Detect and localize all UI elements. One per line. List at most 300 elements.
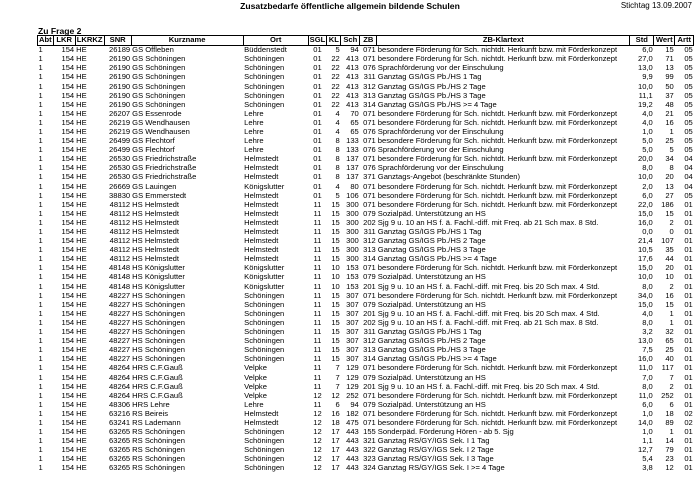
cell-lkrkz: HE <box>76 382 87 391</box>
cell-ort: Schöningen <box>244 55 285 64</box>
cell-snr: 48227 <box>109 300 131 309</box>
cell-sgl: 11 <box>313 273 322 282</box>
cell-abt: 1 <box>38 327 43 337</box>
cell-sch: 300 <box>346 246 359 255</box>
cell-snr: 63216 <box>109 409 131 418</box>
cell-lkr: 154 <box>61 227 75 237</box>
cell-ort: Schöningen <box>244 91 285 100</box>
cell-wert: 37 <box>665 91 674 100</box>
cell-wert: 34 <box>665 155 674 164</box>
table-row <box>38 119 694 128</box>
cell-sgl: 01 <box>313 100 322 109</box>
cell-wert: 8 <box>669 164 674 173</box>
cell-kl: 15 <box>331 255 340 264</box>
cell-wert: 48 <box>665 100 674 109</box>
cell-lkr: 154 <box>61 337 75 346</box>
cell-zb: 202 <box>363 318 376 327</box>
cell-zb: 071 <box>363 364 376 373</box>
cell-kl: 8 <box>335 173 340 182</box>
cell-lkr: 154 <box>61 327 75 337</box>
cell-sch: 129 <box>346 364 359 373</box>
cell-lkrkz: HE <box>76 264 87 273</box>
cell-lkr: 154 <box>61 236 75 246</box>
cell-zb-klartext: besondere Förderung für Sch. nichtdt. Herkunft bzw. mit Förderkonzept <box>377 264 618 273</box>
cell-wert: 15 <box>665 209 674 218</box>
cell-kurzname: HS Helmstedt <box>132 246 179 255</box>
cell-sch: 443 <box>346 437 359 446</box>
cell-artt: 01 <box>684 291 693 300</box>
cell-sgl: 01 <box>313 82 322 91</box>
table-row <box>38 410 694 419</box>
cell-artt: 01 <box>684 200 693 209</box>
table-row <box>38 382 694 391</box>
cell-lkr: 154 <box>61 346 75 355</box>
cell-artt: 01 <box>684 318 693 327</box>
cell-abt: 1 <box>38 127 43 136</box>
cell-kl: 4 <box>335 118 340 127</box>
cell-ort: Schöningen <box>244 337 285 346</box>
cell-ort: Helmstedt <box>244 409 279 418</box>
cell-zb-klartext: Ganztag GS/IGS Pb./HS 3 Tage <box>377 346 486 355</box>
cell-sch: 133 <box>346 146 359 155</box>
cell-zb-klartext: Ganztag GS/IGS Pb./HS >= 4 Tage <box>377 255 497 264</box>
cell-snr: 48112 <box>109 246 131 255</box>
cell-lkr: 154 <box>61 318 75 327</box>
table-row <box>38 328 694 337</box>
cell-wert: 13 <box>665 182 674 191</box>
table-row <box>38 101 694 110</box>
cell-snr: 63265 <box>109 427 131 437</box>
cell-lkrkz: HE <box>76 182 87 191</box>
table-row <box>38 146 694 155</box>
cell-lkrkz: HE <box>76 455 87 464</box>
cell-ort: Königslutter <box>244 182 285 191</box>
cell-zb-klartext: besondere Förderung für Sch. nichtdt. Herkunft bzw. mit Förderkonzept <box>377 418 618 427</box>
cell-lkr: 154 <box>61 173 75 182</box>
cell-lkr: 154 <box>61 464 75 473</box>
cell-kurzname: HS Königslutter <box>132 264 185 273</box>
column-header-kl: KL <box>328 35 339 45</box>
cell-ort: Schöningen <box>244 318 285 327</box>
cell-zb: 371 <box>363 173 376 182</box>
cell-abt: 1 <box>38 118 43 127</box>
table-row <box>38 128 694 137</box>
column-header-snr: SNR <box>104 36 131 46</box>
cell-zb-klartext: Sprachförderung vor der Einschulung <box>377 146 504 155</box>
cell-wert: 15 <box>665 300 674 309</box>
cell-snr: 48227 <box>109 355 131 364</box>
cell-ort: Helmstedt <box>244 227 279 237</box>
cell-zb: 079 <box>363 373 376 382</box>
cell-sch: 65 <box>350 127 359 136</box>
cell-zb: 312 <box>363 337 376 346</box>
cell-sch: 413 <box>346 91 359 100</box>
cell-std: 9,9 <box>642 73 653 82</box>
cell-zb-klartext: Sozialpäd. Unterstützung an HS <box>377 209 486 218</box>
cell-wert: 65 <box>665 337 674 346</box>
cell-kurzname: HS Schöningen <box>132 291 185 300</box>
cell-artt: 04 <box>684 173 693 182</box>
cell-sgl: 01 <box>313 64 322 73</box>
cell-lkr: 154 <box>61 400 75 409</box>
cell-kurzname: RS Schöningen <box>132 455 185 464</box>
cell-artt: 05 <box>684 109 693 118</box>
cell-kl: 17 <box>331 446 340 455</box>
cell-zb-klartext: Ganztag GS/IGS Pb./HS 2 Tage <box>377 236 486 246</box>
cell-snr: 26189 <box>109 45 131 55</box>
cell-zb: 079 <box>363 400 376 409</box>
cell-kl: 15 <box>331 227 340 237</box>
cell-sch: 307 <box>346 327 359 337</box>
table-row <box>38 373 694 382</box>
cell-lkr: 154 <box>61 45 75 55</box>
cell-kurzname: GS Wendhausen <box>132 118 190 127</box>
cell-sch: 252 <box>346 391 359 400</box>
cell-ort: Schöningen <box>244 346 285 355</box>
table-row <box>38 55 694 64</box>
cell-abt: 1 <box>38 282 43 291</box>
cell-sch: 413 <box>346 82 359 91</box>
cell-lkr: 154 <box>61 127 75 136</box>
cell-abt: 1 <box>38 273 43 282</box>
cell-snr: 48264 <box>109 382 131 391</box>
cell-sgl: 11 <box>313 309 322 318</box>
cell-std: 5,4 <box>642 455 653 464</box>
cell-sch: 153 <box>346 282 359 291</box>
cell-zb: 201 <box>363 382 376 391</box>
table-row <box>38 246 694 255</box>
cell-zb: 071 <box>363 418 376 427</box>
cell-artt: 02 <box>684 418 693 427</box>
page-title: Zusatzbedarfe öffentliche allgemein bildende Schulen <box>240 1 460 11</box>
cell-abt: 1 <box>38 82 43 91</box>
cell-kl: 16 <box>331 409 340 418</box>
cell-sch: 307 <box>346 309 359 318</box>
cell-wert: 0 <box>669 227 674 237</box>
cell-lkrkz: HE <box>76 209 87 218</box>
cell-wert: 16 <box>665 118 674 127</box>
cell-artt: 01 <box>684 227 693 237</box>
cell-artt: 05 <box>684 127 693 136</box>
cell-kl: 15 <box>331 337 340 346</box>
cell-lkrkz: HE <box>76 236 87 246</box>
cell-lkr: 154 <box>61 182 75 191</box>
cell-ort: Schöningen <box>244 427 285 437</box>
cell-snr: 26530 <box>109 155 131 164</box>
cell-artt: 01 <box>684 446 693 455</box>
cell-wert: 20 <box>665 173 674 182</box>
cell-ort: Helmstedt <box>244 418 279 427</box>
column-header-ort: Ort <box>243 36 308 46</box>
cell-lkrkz: HE <box>76 64 87 73</box>
cell-sch: 443 <box>346 446 359 455</box>
cell-kurzname: HRS C.F.Gauß <box>132 391 183 400</box>
cell-ort: Königslutter <box>244 264 285 273</box>
cell-snr: 48112 <box>109 227 131 237</box>
cell-artt: 01 <box>684 400 693 409</box>
cell-kurzname: GS Emmerstedt <box>132 191 187 200</box>
cell-kurzname: HS Helmstedt <box>132 209 179 218</box>
cell-sgl: 01 <box>313 182 322 191</box>
cell-lkr: 154 <box>61 82 75 91</box>
cell-ort: Lehre <box>244 118 264 127</box>
cell-std: 11,0 <box>638 391 653 400</box>
cell-artt: 05 <box>684 136 693 146</box>
cell-lkr: 154 <box>61 146 75 155</box>
cell-std: 19,2 <box>638 100 653 109</box>
cell-lkrkz: HE <box>76 318 87 327</box>
table-row <box>38 282 694 291</box>
cell-sgl: 11 <box>313 364 322 373</box>
table-row <box>38 155 694 164</box>
cell-sgl: 11 <box>313 400 322 409</box>
cell-snr: 26499 <box>109 136 131 146</box>
cell-zb-klartext: besondere Förderung für Sch. nichtdt. Herkunft bzw. mit Förderkonzept <box>377 409 618 418</box>
cell-kurzname: HRS C.F.Gauß <box>132 382 183 391</box>
column-header-abt: Abt <box>39 35 52 45</box>
cell-lkr: 154 <box>61 164 75 173</box>
cell-sgl: 01 <box>313 127 322 136</box>
cell-zb: 312 <box>363 236 376 246</box>
cell-ort: Schöningen <box>244 100 285 109</box>
cell-lkrkz: HE <box>76 109 87 118</box>
cell-artt: 01 <box>684 373 693 382</box>
cell-zb: 323 <box>363 455 376 464</box>
table-row <box>38 446 694 455</box>
cell-kl: 4 <box>335 182 340 191</box>
cell-artt: 04 <box>684 182 693 191</box>
table-row <box>38 73 694 82</box>
cell-kl: 18 <box>331 418 340 427</box>
cell-sch: 106 <box>346 191 359 200</box>
cell-std: 10,5 <box>638 246 653 255</box>
cell-sch: 137 <box>346 164 359 173</box>
cell-kurzname: GS Schöningen <box>132 82 186 91</box>
cell-ort: Helmstedt <box>244 155 279 164</box>
cell-std: 22,0 <box>638 200 653 209</box>
cell-kurzname: HS Schöningen <box>132 355 185 364</box>
cell-lkr: 154 <box>61 155 75 164</box>
cell-kl: 8 <box>335 155 340 164</box>
cell-sch: 300 <box>346 236 359 246</box>
cell-lkrkz: HE <box>76 355 87 364</box>
cell-artt: 05 <box>684 191 693 200</box>
cell-kl: 5 <box>335 191 340 200</box>
cell-std: 1,0 <box>642 409 653 418</box>
cell-snr: 48148 <box>109 264 131 273</box>
cell-sch: 300 <box>346 200 359 209</box>
cell-abt: 1 <box>38 246 43 255</box>
cell-kl: 15 <box>331 318 340 327</box>
cell-zb: 311 <box>363 327 376 337</box>
cell-kl: 17 <box>331 437 340 446</box>
cell-std: 13,0 <box>638 337 653 346</box>
cell-zb: 201 <box>363 309 376 318</box>
table-row <box>38 346 694 355</box>
cell-zb: 313 <box>363 246 376 255</box>
cell-sgl: 11 <box>313 246 322 255</box>
cell-sch: 70 <box>350 109 359 118</box>
cell-artt: 04 <box>684 155 693 164</box>
cell-lkr: 154 <box>61 364 75 373</box>
column-header-wert: Wert <box>654 36 675 46</box>
cell-zb-klartext: besondere Förderung für Sch. nichtdt. Herkunft bzw. mit Förderkonzept <box>377 364 618 373</box>
cell-abt: 1 <box>38 109 43 118</box>
table-row <box>38 401 694 410</box>
cell-wert: 1 <box>669 427 674 437</box>
cell-kl: 5 <box>335 45 340 55</box>
cell-artt: 01 <box>684 264 693 273</box>
cell-wert: 2 <box>669 382 674 391</box>
cell-snr: 48264 <box>109 373 131 382</box>
cell-kl: 10 <box>331 273 340 282</box>
cell-zb: 076 <box>363 164 376 173</box>
cell-abt: 1 <box>38 464 43 473</box>
cell-snr: 26207 <box>109 109 131 118</box>
cell-zb: 311 <box>363 227 376 237</box>
cell-std: 27,0 <box>638 55 653 64</box>
cell-ort: Helmstedt <box>244 236 279 246</box>
cell-lkr: 154 <box>61 55 75 64</box>
cell-std: 1,0 <box>642 427 653 437</box>
cell-abt: 1 <box>38 446 43 455</box>
cell-sgl: 11 <box>313 300 322 309</box>
cell-sch: 65 <box>350 118 359 127</box>
cell-ort: Schöningen <box>244 82 285 91</box>
cell-zb-klartext: Ganztag RS/GY/IGS Sek. I 3 Tage <box>377 455 494 464</box>
cell-lkrkz: HE <box>76 146 87 155</box>
cell-sch: 413 <box>346 73 359 82</box>
cell-zb-klartext: Sprachförderung vor der Einschulung <box>377 64 504 73</box>
cell-ort: Velpke <box>244 391 267 400</box>
cell-artt: 01 <box>684 218 693 227</box>
cell-std: 6,0 <box>642 400 653 409</box>
cell-kurzname: HRS C.F.Gauß <box>132 364 183 373</box>
cell-abt: 1 <box>38 264 43 273</box>
cell-sgl: 12 <box>313 427 322 437</box>
cell-zb: 071 <box>363 291 376 300</box>
cell-zb-klartext: Ganztag GS/IGS Pb./HS 3 Tage <box>377 91 486 100</box>
cell-lkrkz: HE <box>76 273 87 282</box>
cell-sch: 307 <box>346 291 359 300</box>
cell-ort: Helmstedt <box>244 209 279 218</box>
cell-kl: 17 <box>331 455 340 464</box>
cell-wert: 44 <box>665 255 674 264</box>
cell-zb-klartext: Ganztag GS/IGS Pb./HS 1 Tag <box>377 227 482 237</box>
column-header-zb: ZB <box>360 36 377 46</box>
cell-zb-klartext: Ganztag GS/IGS Pb./HS >= 4 Tage <box>377 355 497 364</box>
cell-kl: 8 <box>335 136 340 146</box>
cell-ort: Schöningen <box>244 455 285 464</box>
table-row <box>38 82 694 91</box>
cell-zb-klartext: Ganztag RS/GY/IGS Sek. I 2 Tage <box>377 446 494 455</box>
cell-zb-klartext: Ganztag GS/IGS Pb./HS 1 Tag <box>377 73 482 82</box>
cell-sgl: 12 <box>313 409 322 418</box>
cell-sch: 307 <box>346 318 359 327</box>
cell-kurzname: RS Schöningen <box>132 464 185 473</box>
cell-wert: 71 <box>665 55 674 64</box>
cell-artt: 01 <box>684 455 693 464</box>
cell-zb-klartext: Ganztag GS/IGS Pb./HS >= 4 Tage <box>377 100 497 109</box>
cell-abt: 1 <box>38 64 43 73</box>
cell-lkrkz: HE <box>76 364 87 373</box>
cell-kl: 7 <box>335 382 340 391</box>
cell-zb-klartext: besondere Förderung für Sch. nichtdt. Herkunft bzw. mit Förderkonzept <box>377 391 618 400</box>
cell-lkrkz: HE <box>76 337 87 346</box>
cell-abt: 1 <box>38 146 43 155</box>
cell-kl: 17 <box>331 464 340 473</box>
table-row <box>38 273 694 282</box>
cell-kl: 15 <box>331 209 340 218</box>
cell-abt: 1 <box>38 400 43 409</box>
cell-sgl: 11 <box>313 227 322 237</box>
cell-zb-klartext: Ganztag GS/IGS Pb./HS 1 Tag <box>377 327 482 337</box>
cell-kurzname: GS Schöningen <box>132 91 186 100</box>
cell-kl: 7 <box>335 364 340 373</box>
cell-std: 16,0 <box>638 355 653 364</box>
cell-zb: 312 <box>363 82 376 91</box>
cell-artt: 05 <box>684 55 693 64</box>
cell-sch: 413 <box>346 64 359 73</box>
cell-lkrkz: HE <box>76 346 87 355</box>
table-row <box>38 91 694 100</box>
cell-artt: 05 <box>684 91 693 100</box>
cell-wert: 1 <box>669 309 674 318</box>
cell-sgl: 01 <box>313 55 322 64</box>
table-row <box>38 182 694 191</box>
cell-kurzname: RS Lademann <box>132 418 181 427</box>
cell-artt: 05 <box>684 82 693 91</box>
column-header-lkrkz: LKRKZ <box>76 35 103 45</box>
cell-kurzname: GS Friedrichstraße <box>132 164 197 173</box>
cell-std: 4,0 <box>642 309 653 318</box>
cell-abt: 1 <box>38 427 43 437</box>
cell-lkr: 154 <box>61 273 75 282</box>
cell-ort: Lehre <box>244 109 264 118</box>
cell-std: 15,0 <box>638 209 653 218</box>
cell-abt: 1 <box>38 355 43 364</box>
cell-std: 3,2 <box>642 327 653 337</box>
cell-abt: 1 <box>38 337 43 346</box>
cell-std: 2,0 <box>642 182 653 191</box>
cell-artt: 01 <box>684 300 693 309</box>
cell-sch: 182 <box>346 409 359 418</box>
cell-ort: Velpke <box>244 373 267 382</box>
report-date: Stichtag 13.09.2007 <box>620 1 692 10</box>
cell-kurzname: GS Flechtorf <box>132 136 175 146</box>
cell-wert: 15 <box>665 45 674 55</box>
cell-ort: Königslutter <box>244 282 285 291</box>
cell-lkr: 154 <box>61 100 75 109</box>
cell-sch: 307 <box>346 337 359 346</box>
cell-sch: 413 <box>346 100 359 109</box>
cell-wert: 117 <box>661 364 674 373</box>
cell-artt: 01 <box>684 346 693 355</box>
table-row <box>38 46 694 56</box>
cell-std: 34,0 <box>638 291 653 300</box>
cell-zb-klartext: Ganztags-Angebot (beschränkte Stunden) <box>377 173 521 182</box>
cell-std: 10,0 <box>638 173 653 182</box>
cell-ort: Lehre <box>244 127 264 136</box>
cell-lkr: 154 <box>61 300 75 309</box>
table-row <box>38 201 694 210</box>
cell-zb-klartext: besondere Förderung für Sch. nichtdt. Herkunft bzw. mit Förderkonzept <box>377 182 618 191</box>
cell-std: 8,0 <box>642 164 653 173</box>
cell-ort: Schöningen <box>244 73 285 82</box>
cell-wert: 1 <box>669 318 674 327</box>
cell-snr: 63265 <box>109 464 131 473</box>
cell-kurzname: GS Schöningen <box>132 73 186 82</box>
